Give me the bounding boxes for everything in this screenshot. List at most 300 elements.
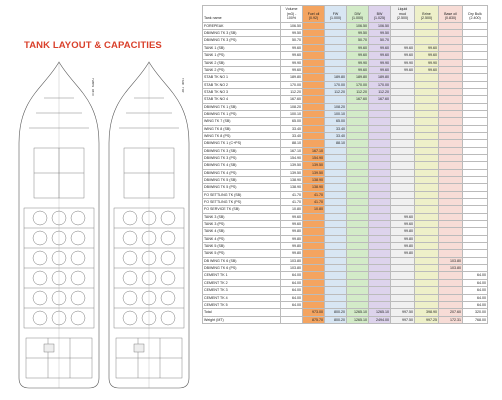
dw-cell (347, 103, 369, 110)
brine-cell (415, 265, 439, 272)
brine-cell (415, 110, 439, 117)
bw-cell (369, 213, 391, 220)
dry-cell (463, 154, 488, 161)
fw-cell: 88.10 (325, 140, 347, 147)
bw-cell: 99.90 (369, 59, 391, 66)
dw-cell (347, 154, 369, 161)
brine-cell (415, 169, 439, 176)
bw-cell: 99.60 (369, 66, 391, 73)
dry-cell (463, 59, 488, 66)
tank-name-cell: DB/WING TK 6 (PS) (203, 265, 281, 272)
base-cell (439, 199, 463, 206)
dry-cell (463, 177, 488, 184)
dry-cell (463, 169, 488, 176)
tank-name-cell: DB/WING TK 5 (PS) (203, 184, 281, 191)
bw-cell: 112.20 (369, 88, 391, 95)
base-cell (439, 250, 463, 257)
fw-cell (325, 272, 347, 279)
fo-cell (303, 213, 325, 220)
mud-cell (391, 301, 415, 308)
dry-cell (463, 243, 488, 250)
fo-cell (303, 110, 325, 117)
dw-cell (347, 206, 369, 213)
dry-cell: 64.00 (463, 294, 488, 301)
mud-cell (391, 110, 415, 117)
fo-cell (303, 132, 325, 139)
dw-cell (347, 191, 369, 198)
fw-cell (325, 294, 347, 301)
table-row (203, 294, 488, 301)
fo-cell: 138.90 (303, 184, 325, 191)
fw-cell (325, 184, 347, 191)
dw-cell (347, 162, 369, 169)
table-row (203, 162, 488, 169)
bw-cell (369, 169, 391, 176)
dw-cell (347, 250, 369, 257)
fo-cell (303, 250, 325, 257)
fw-cell (325, 279, 347, 286)
tank-name-cell: DB/WING TK 4 (SB) (203, 162, 281, 169)
bw-cell (369, 250, 391, 257)
tank-name-cell: WING TK 8 (PS) (203, 132, 281, 139)
bw-cell (369, 191, 391, 198)
base-cell (439, 37, 463, 44)
base-cell (439, 110, 463, 117)
vol-cell: 99.60 (281, 66, 303, 73)
brine-cell (415, 147, 439, 154)
dw-cell (347, 199, 369, 206)
dry-cell (463, 162, 488, 169)
fo-cell (303, 235, 325, 242)
tank-name-cell: TANK 1 (PS) (203, 52, 281, 59)
brine-cell (415, 132, 439, 139)
fw-cell (325, 287, 347, 294)
dry-cell (463, 213, 488, 220)
vol-cell: 41.70 (281, 199, 303, 206)
tank-name-cell: CEMENT TK 1 (203, 272, 281, 279)
table-row (203, 81, 488, 88)
base-cell (439, 235, 463, 242)
dw-cell: 167.60 (347, 96, 369, 103)
base-cell (439, 22, 463, 29)
vol-cell: 108.20 (281, 103, 303, 110)
fo-cell (303, 74, 325, 81)
vol-cell: 99.60 (281, 221, 303, 228)
table-row (203, 37, 488, 44)
bw-cell (369, 228, 391, 235)
vol-cell: 189.80 (281, 74, 303, 81)
bw-cell (369, 154, 391, 161)
base-cell (439, 162, 463, 169)
table-row (203, 132, 488, 139)
col-header-volume: Volume (m3) - 100% (281, 6, 303, 23)
fw-cell (325, 37, 347, 44)
brine-cell (415, 96, 439, 103)
bw-cell (369, 272, 391, 279)
fo-cell (303, 66, 325, 73)
fo-cell (303, 294, 325, 301)
mud-cell (391, 169, 415, 176)
vol-cell: 170.00 (281, 81, 303, 88)
dw-cell (347, 184, 369, 191)
tank-name-cell: DB/WING TK 3 (SB) (203, 30, 281, 37)
brine-cell (415, 88, 439, 95)
vol-cell: 154.90 (281, 154, 303, 161)
vol-cell: 41.70 (281, 191, 303, 198)
dry-cell (463, 221, 488, 228)
tank-name-cell: DB/WING TK 3 (PS) (203, 37, 281, 44)
fw-cell (325, 52, 347, 59)
tank-name-cell: CEMENT TK 2 (203, 279, 281, 286)
dw-cell: 170.00 (347, 81, 369, 88)
fw-cell (325, 235, 347, 242)
dry-cell (463, 110, 488, 117)
mud-cell (391, 103, 415, 110)
tank-name-cell: TANK 1 (SB) (203, 44, 281, 51)
mud-cell (391, 272, 415, 279)
mud-cell (391, 37, 415, 44)
mud-cell (391, 132, 415, 139)
base-cell (439, 140, 463, 147)
dw-cell (347, 132, 369, 139)
bw-cell: 99.60 (369, 44, 391, 51)
bw-cell: 50.70 (369, 37, 391, 44)
table-row (203, 74, 488, 81)
bw-cell (369, 221, 391, 228)
brine-cell (415, 228, 439, 235)
fo-cell (303, 287, 325, 294)
brine-cell (415, 279, 439, 286)
tank-name-cell: WING TK 7 (SB) (203, 118, 281, 125)
fw-cell (325, 250, 347, 257)
vol-cell: 112.20 (281, 88, 303, 95)
fw-cell (325, 22, 347, 29)
bw-cell (369, 184, 391, 191)
table-row (203, 59, 488, 66)
dry-cell (463, 265, 488, 272)
vol-cell: 64.00 (281, 279, 303, 286)
fo-cell (303, 272, 325, 279)
fo-cell (303, 118, 325, 125)
table-row (203, 199, 488, 206)
tank-name-cell: DB/WING TK 1 (SB) (203, 103, 281, 110)
fw-cell (325, 66, 347, 73)
dw-cell (347, 118, 369, 125)
table-row (203, 235, 488, 242)
tank-name-cell: FOREPEAK (203, 22, 281, 29)
base-cell (439, 74, 463, 81)
tank-name-cell: DB/WING TK 5 (SB) (203, 177, 281, 184)
vol-cell: 99.80 (281, 250, 303, 257)
fw-cell (325, 147, 347, 154)
brine-cell (415, 294, 439, 301)
table-row (203, 110, 488, 117)
tank-name-cell: TANK 3 (PS) (203, 221, 281, 228)
bw-cell (369, 279, 391, 286)
fw-cell: 33.40 (325, 125, 347, 132)
fw-cell (325, 162, 347, 169)
mud-cell: 99.60 (391, 221, 415, 228)
col-header-base-oil: Base oil (0.830) (439, 6, 463, 23)
bw-cell (369, 125, 391, 132)
fw-cell (325, 96, 347, 103)
table-row (203, 125, 488, 132)
bw-cell: 99.60 (369, 52, 391, 59)
bw-cell (369, 206, 391, 213)
dry-cell (463, 257, 488, 264)
fo-cell: 154.90 (303, 154, 325, 161)
dry-cell (463, 88, 488, 95)
dw-cell: 99.90 (347, 59, 369, 66)
brine-cell (415, 191, 439, 198)
capacity-table (202, 5, 488, 324)
total-row: Total 973.00 800.20 1265.10 1265.10 997.50 398.90 207.60 320.00 (204, 310, 486, 315)
base-cell (439, 96, 463, 103)
tank-name-cell: DB/WING TK 1 (C+PS) (203, 140, 281, 147)
mud-cell: 99.60 (391, 44, 415, 51)
fw-cell (325, 30, 347, 37)
dw-cell (347, 228, 369, 235)
base-cell (439, 184, 463, 191)
bw-cell (369, 147, 391, 154)
fw-cell (325, 228, 347, 235)
tank-name-cell: STAB TK NO 2 (203, 81, 281, 88)
base-cell (439, 221, 463, 228)
vol-cell: 64.00 (281, 272, 303, 279)
vol-cell: 99.90 (281, 59, 303, 66)
tank-name-cell: DB WING TK 6 (SB) (203, 257, 281, 264)
dry-cell (463, 44, 488, 51)
mud-cell (391, 199, 415, 206)
fo-cell (303, 103, 325, 110)
tank-name-cell: CEMENT TK 5 (203, 301, 281, 308)
base-cell (439, 125, 463, 132)
table-row (203, 154, 488, 161)
mud-cell: 99.80 (391, 235, 415, 242)
fw-cell (325, 44, 347, 51)
table-row (203, 287, 488, 294)
base-cell (439, 279, 463, 286)
col-header-fuel-oil: Fuel oil (0.92) (303, 6, 325, 23)
mud-cell (391, 74, 415, 81)
base-cell (439, 30, 463, 37)
dw-cell: 99.50 (347, 30, 369, 37)
brine-cell (415, 235, 439, 242)
base-cell (439, 169, 463, 176)
dry-cell: 64.00 (463, 287, 488, 294)
fw-cell (325, 199, 347, 206)
dw-cell (347, 265, 369, 272)
base-cell (439, 243, 463, 250)
base-cell (439, 59, 463, 66)
vol-cell: 65.00 (281, 118, 303, 125)
table-row (203, 301, 488, 308)
tank-name-cell: TANK 4 (SB) (203, 228, 281, 235)
col-header-dw: DW (1.000) (347, 6, 369, 23)
col-header-bw: BW (1.025) (369, 6, 391, 23)
tank-name-cell: STAB TK NO 3 (203, 88, 281, 95)
fo-cell: 41.70 (303, 199, 325, 206)
mud-cell (391, 265, 415, 272)
tank-name-cell: STAB TK NO 4 (203, 96, 281, 103)
bw-cell: 189.80 (369, 74, 391, 81)
mud-cell: 99.80 (391, 243, 415, 250)
bw-cell: 99.50 (369, 30, 391, 37)
mud-cell (391, 88, 415, 95)
tank-name-cell: CEMENT TK 3 (203, 287, 281, 294)
fo-cell: 139.50 (303, 169, 325, 176)
tank-name-cell: TANK 5 (SB) (203, 243, 281, 250)
brine-cell (415, 250, 439, 257)
fw-cell (325, 154, 347, 161)
vol-cell: 50.70 (281, 37, 303, 44)
mud-cell (391, 257, 415, 264)
brine-cell (415, 162, 439, 169)
mud-cell (391, 184, 415, 191)
fw-cell: 189.80 (325, 74, 347, 81)
tank-name-cell: FO SERVICE TK (SB) (203, 206, 281, 213)
table-row (203, 140, 488, 147)
vol-cell: 103.80 (281, 257, 303, 264)
brine-cell: 99.60 (415, 66, 439, 73)
vol-cell: 99.80 (281, 235, 303, 242)
fo-cell (303, 59, 325, 66)
mud-cell (391, 177, 415, 184)
dw-cell (347, 235, 369, 242)
vol-cell: 106.50 (281, 22, 303, 29)
mud-cell (391, 206, 415, 213)
dw-cell (347, 140, 369, 147)
brine-cell (415, 301, 439, 308)
vol-cell: 167.10 (281, 147, 303, 154)
mud-cell: 99.60 (391, 66, 415, 73)
brine-cell (415, 177, 439, 184)
brine-cell (415, 125, 439, 132)
brine-cell (415, 287, 439, 294)
base-cell (439, 177, 463, 184)
dw-cell (347, 287, 369, 294)
mud-cell: 99.80 (391, 250, 415, 257)
brine-cell (415, 257, 439, 264)
table-row (203, 213, 488, 220)
table-row (203, 206, 488, 213)
brine-cell (415, 243, 439, 250)
bw-cell (369, 199, 391, 206)
table-row (203, 177, 488, 184)
base-cell (439, 118, 463, 125)
brine-cell (415, 140, 439, 147)
dw-cell (347, 279, 369, 286)
bw-cell (369, 103, 391, 110)
dw-cell: 106.50 (347, 22, 369, 29)
mud-cell (391, 22, 415, 29)
drawing-label-right: TANK TOP (181, 78, 185, 93)
brine-cell (415, 30, 439, 37)
col-header-brine: Brine (2.500) (415, 6, 439, 23)
base-cell (439, 66, 463, 73)
page-title: TANK LAYOUT & CAPACITIES (24, 40, 162, 51)
vol-cell: 138.90 (281, 184, 303, 191)
mud-cell (391, 140, 415, 147)
fw-cell: 108.20 (325, 103, 347, 110)
dw-cell (347, 294, 369, 301)
vol-cell: 139.50 (281, 169, 303, 176)
ship-tank-drawing (14, 58, 194, 393)
table-row (203, 96, 488, 103)
vol-cell: 64.00 (281, 294, 303, 301)
dry-cell (463, 30, 488, 37)
vol-cell: 100.10 (281, 110, 303, 117)
tank-name-cell: CEMENT TK 4 (203, 294, 281, 301)
fo-cell (303, 257, 325, 264)
bw-cell (369, 243, 391, 250)
table-row (203, 243, 488, 250)
vol-cell: 99.80 (281, 228, 303, 235)
brine-cell (415, 103, 439, 110)
bw-cell (369, 132, 391, 139)
fo-cell: 139.50 (303, 162, 325, 169)
mud-cell (391, 96, 415, 103)
mud-cell (391, 125, 415, 132)
fw-cell (325, 206, 347, 213)
table-row (203, 257, 488, 264)
fo-cell (303, 228, 325, 235)
table-row (203, 118, 488, 125)
fo-cell (303, 265, 325, 272)
fo-cell: 138.90 (303, 177, 325, 184)
base-cell (439, 154, 463, 161)
fo-cell (303, 301, 325, 308)
base-cell (439, 147, 463, 154)
weight-label: Weight (MT) (203, 316, 281, 323)
tank-name-cell: DB/WING TK 4 (PS) (203, 169, 281, 176)
table-row (203, 52, 488, 59)
weight-row: Weight (MT) 875.70 800.20 1265.10 2494.00 997.50 997.25 172.31 768.00 (204, 317, 486, 322)
dry-cell (463, 140, 488, 147)
dw-cell (347, 257, 369, 264)
dry-cell (463, 37, 488, 44)
table-row (203, 169, 488, 176)
dw-cell (347, 147, 369, 154)
base-cell (439, 132, 463, 139)
tank-name-cell: DB/WING TK 3 (PS) (203, 154, 281, 161)
vol-cell: 139.50 (281, 162, 303, 169)
mud-cell (391, 81, 415, 88)
brine-cell (415, 22, 439, 29)
brine-cell (415, 199, 439, 206)
tank-name-cell: WING TK 8 (SB) (203, 125, 281, 132)
table-row (203, 221, 488, 228)
fo-cell: 41.70 (303, 191, 325, 198)
dry-cell (463, 132, 488, 139)
mud-cell: 99.60 (391, 52, 415, 59)
dw-cell (347, 243, 369, 250)
dw-cell (347, 272, 369, 279)
vol-cell: 138.90 (281, 177, 303, 184)
dw-cell: 112.20 (347, 88, 369, 95)
tank-name-cell: FO SETTLING TK (PS) (203, 199, 281, 206)
fw-cell (325, 265, 347, 272)
vol-cell: 99.60 (281, 44, 303, 51)
base-cell (439, 103, 463, 110)
table-row (203, 22, 488, 29)
fw-cell (325, 221, 347, 228)
total-label: Total (203, 309, 281, 316)
dry-cell (463, 103, 488, 110)
mud-cell (391, 147, 415, 154)
dry-cell (463, 228, 488, 235)
fo-cell (303, 221, 325, 228)
